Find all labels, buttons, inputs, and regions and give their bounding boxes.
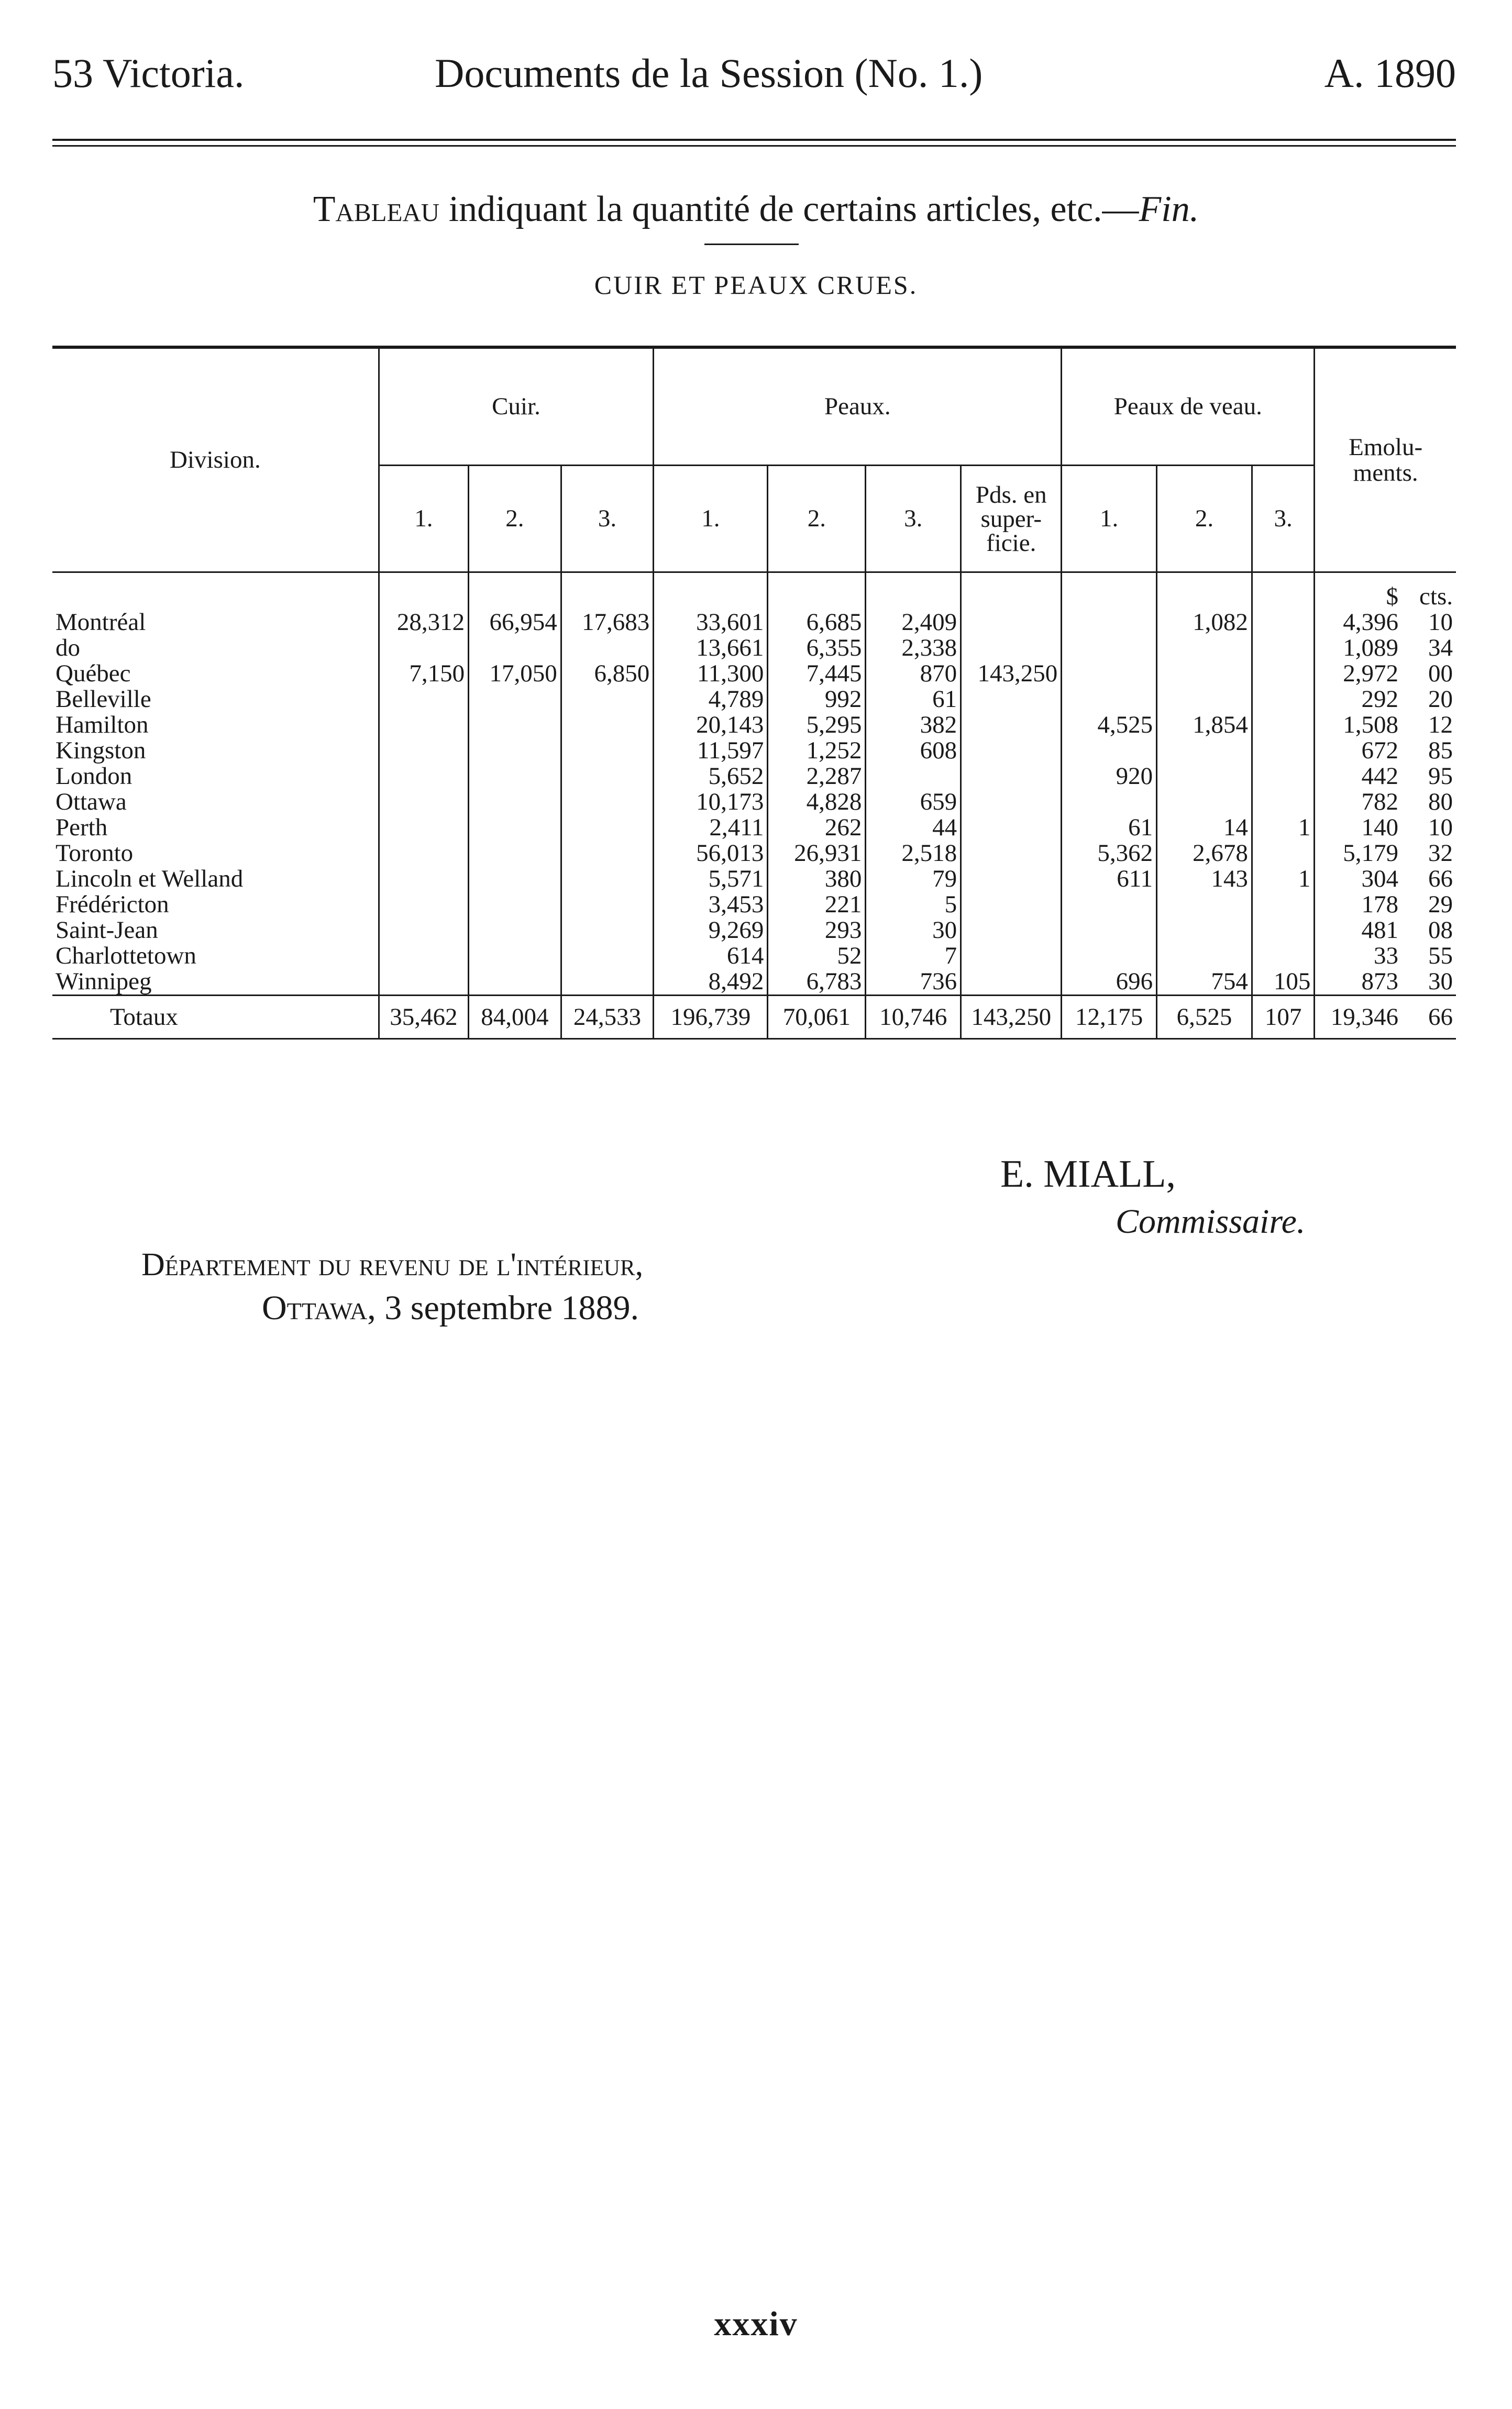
cell-dollars: 4,396 xyxy=(1315,610,1401,635)
cell-v1 xyxy=(1062,635,1157,661)
cell-v3: 1 xyxy=(1252,866,1314,892)
cell-p1: 5,652 xyxy=(654,764,768,789)
cell-c3: 17,683 xyxy=(561,610,654,635)
cell-c3: 24,533 xyxy=(561,996,654,1039)
cell-v1 xyxy=(1062,610,1157,635)
cell-pds: 143,250 xyxy=(961,661,1062,687)
division-name: Winnipeg xyxy=(56,969,152,995)
cell-p3: 608 xyxy=(866,738,961,764)
cell-dollars: 5,179 xyxy=(1315,841,1401,866)
cell-dollars: 2,972 xyxy=(1315,661,1401,687)
cell-v2 xyxy=(1157,918,1252,943)
header-rule-top xyxy=(52,139,1456,141)
cell-v1 xyxy=(1062,789,1157,815)
cell-p2: 293 xyxy=(768,918,866,943)
cell-dollars: 442 xyxy=(1315,764,1401,789)
unit-dollars: $ xyxy=(1315,572,1401,610)
cell-dollars: 782 xyxy=(1315,789,1401,815)
cell-dollars: 304 xyxy=(1315,866,1401,892)
cell-p1: 10,173 xyxy=(654,789,768,815)
cell-p3: 2,409 xyxy=(866,610,961,635)
cell-p3: 2,518 xyxy=(866,841,961,866)
division-name: Lincoln et Welland xyxy=(56,866,244,892)
unit-cents: cts. xyxy=(1419,583,1453,610)
cell-v2: 754 xyxy=(1157,969,1252,996)
cell-c1 xyxy=(379,969,468,996)
division-name: Montréal xyxy=(56,610,146,635)
cell-p3: 736 xyxy=(866,969,961,996)
division-name: Kingston xyxy=(56,738,146,764)
cell-v2 xyxy=(1157,661,1252,687)
cell-p2: 6,783 xyxy=(768,969,866,996)
cell-c1 xyxy=(379,764,468,789)
subcol-pds-superficie: Pds. en super-ficie. xyxy=(961,466,1062,572)
cell-v2: 1,854 xyxy=(1157,712,1252,738)
cell-p1: 196,739 xyxy=(654,996,768,1039)
cell-p2: 6,685 xyxy=(768,610,866,635)
signature-name: E. MIALL, xyxy=(1000,1153,1176,1196)
cell-p1: 3,453 xyxy=(654,892,768,918)
cell-cents: 30 xyxy=(1428,969,1453,995)
cell-p3: 2,338 xyxy=(866,635,961,661)
subcol-peaux-2: 2. xyxy=(768,466,866,572)
cell-c2: 17,050 xyxy=(469,661,561,687)
cell-pds xyxy=(961,918,1062,943)
division-name: Belleville xyxy=(56,687,151,712)
cell-v1: 12,175 xyxy=(1062,996,1157,1039)
cell-v3 xyxy=(1252,712,1314,738)
table-header-groups xyxy=(52,347,1456,466)
cell-c1 xyxy=(379,866,468,892)
division-name: do xyxy=(56,635,80,661)
cell-c3 xyxy=(561,943,654,969)
cell-v3 xyxy=(1252,918,1314,943)
cell-c2 xyxy=(469,789,561,815)
cell-pds xyxy=(961,610,1062,635)
cell-c3 xyxy=(561,764,654,789)
cell-c2 xyxy=(469,635,561,661)
cell-v1 xyxy=(1062,687,1157,712)
cell-p1: 56,013 xyxy=(654,841,768,866)
table-row xyxy=(52,635,1456,661)
cell-cents: 10 xyxy=(1428,815,1453,841)
cell-v3: 105 xyxy=(1252,969,1314,996)
cell-c2 xyxy=(469,892,561,918)
cell-p2: 4,828 xyxy=(768,789,866,815)
division-name: Hamilton xyxy=(56,712,149,738)
cell-v3 xyxy=(1252,687,1314,712)
cell-pds: 143,250 xyxy=(961,996,1062,1039)
cell-p2: 1,252 xyxy=(768,738,866,764)
data-table xyxy=(52,346,1456,1040)
table-title-lead: Tableau xyxy=(313,189,440,229)
running-header xyxy=(52,50,1456,107)
cell-p1: 9,269 xyxy=(654,918,768,943)
totals-row xyxy=(52,996,1456,1039)
cell-v2: 14 xyxy=(1157,815,1252,841)
cell-p2: 2,287 xyxy=(768,764,866,789)
cell-c2 xyxy=(469,918,561,943)
cell-pds xyxy=(961,815,1062,841)
cell-v1 xyxy=(1062,892,1157,918)
header-year: A. 1890 xyxy=(1324,50,1456,96)
cell-v2: 143 xyxy=(1157,866,1252,892)
table-title xyxy=(0,189,1512,230)
cell-c1 xyxy=(379,789,468,815)
cell-dollars: 178 xyxy=(1315,892,1401,918)
cell-v2 xyxy=(1157,687,1252,712)
cell-cents: 66 xyxy=(1401,996,1456,1039)
cell-cents: 32 xyxy=(1428,841,1453,866)
cell-pds xyxy=(961,841,1062,866)
division-header: Division. xyxy=(52,347,379,572)
cell-v3 xyxy=(1252,661,1314,687)
cell-v3: 107 xyxy=(1252,996,1314,1039)
cell-v2: 6,525 xyxy=(1157,996,1252,1039)
cell-v1: 61 xyxy=(1062,815,1157,841)
cell-p1: 20,143 xyxy=(654,712,768,738)
cell-p3: 382 xyxy=(866,712,961,738)
page-number: xxxiv xyxy=(714,2305,798,2343)
cell-p1: 614 xyxy=(654,943,768,969)
table-row xyxy=(52,943,1456,969)
cell-cents: 20 xyxy=(1428,687,1453,712)
cell-v1 xyxy=(1062,661,1157,687)
subcol-peaux-1: 1. xyxy=(654,466,768,572)
cell-v2 xyxy=(1157,789,1252,815)
cell-cents: 00 xyxy=(1428,661,1453,687)
cell-v1 xyxy=(1062,943,1157,969)
subcol-peaux-3: 3. xyxy=(866,466,961,572)
header-documents: Documents de la Session (No. 1.) xyxy=(435,50,983,96)
cell-p3: 870 xyxy=(866,661,961,687)
cell-p1: 33,601 xyxy=(654,610,768,635)
cell-v1 xyxy=(1062,738,1157,764)
cell-pds xyxy=(961,764,1062,789)
cell-cents: 08 xyxy=(1428,918,1453,943)
cell-p2: 26,931 xyxy=(768,841,866,866)
cell-v1: 611 xyxy=(1062,866,1157,892)
cell-c2 xyxy=(469,738,561,764)
table-subtitle: CUIR ET PEAUX CRUES. xyxy=(594,270,918,300)
table-title-fin: Fin. xyxy=(1139,189,1199,229)
division-name: Perth xyxy=(56,815,108,841)
cell-c1 xyxy=(379,712,468,738)
cell-v2: 2,678 xyxy=(1157,841,1252,866)
cell-v3 xyxy=(1252,635,1314,661)
cell-dollars: 19,346 xyxy=(1315,996,1401,1039)
cell-pds xyxy=(961,866,1062,892)
cell-pds xyxy=(961,892,1062,918)
subcol-veau-2: 2. xyxy=(1157,466,1252,572)
place-city: Ottawa xyxy=(262,1289,368,1327)
cell-c1 xyxy=(379,635,468,661)
cell-v3 xyxy=(1252,738,1314,764)
cell-c3 xyxy=(561,918,654,943)
cell-p3: 10,746 xyxy=(866,996,961,1039)
cell-c3 xyxy=(561,815,654,841)
group-peaux: Peaux. xyxy=(654,347,1062,466)
cell-v2 xyxy=(1157,892,1252,918)
division-name: Charlottetown xyxy=(56,943,196,969)
cell-c2 xyxy=(469,764,561,789)
cell-p3: 44 xyxy=(866,815,961,841)
cell-v3 xyxy=(1252,943,1314,969)
cell-v2 xyxy=(1157,764,1252,789)
cell-cents: 55 xyxy=(1428,943,1453,969)
cell-pds xyxy=(961,943,1062,969)
cell-v3: 1 xyxy=(1252,815,1314,841)
cell-pds xyxy=(961,789,1062,815)
division-name: Ottawa xyxy=(56,789,127,815)
place-date: , 3 septembre 1889. xyxy=(367,1289,639,1327)
table-row xyxy=(52,764,1456,789)
cell-p3 xyxy=(866,764,961,789)
cell-cents: 29 xyxy=(1428,892,1453,918)
cell-c3 xyxy=(561,841,654,866)
place-date-line xyxy=(262,1288,639,1328)
cell-pds xyxy=(961,738,1062,764)
cell-c2: 84,004 xyxy=(469,996,561,1039)
subcol-veau-3: 3. xyxy=(1252,466,1314,572)
cell-p1: 2,411 xyxy=(654,815,768,841)
cell-v3 xyxy=(1252,789,1314,815)
cell-c2 xyxy=(469,969,561,996)
cell-v1: 5,362 xyxy=(1062,841,1157,866)
cell-c3 xyxy=(561,687,654,712)
cell-p2: 380 xyxy=(768,866,866,892)
table-row xyxy=(52,610,1456,635)
cell-c1 xyxy=(379,815,468,841)
cell-v2 xyxy=(1157,943,1252,969)
cell-v3 xyxy=(1252,610,1314,635)
cell-v1 xyxy=(1062,918,1157,943)
cell-p2: 262 xyxy=(768,815,866,841)
cell-v2 xyxy=(1157,635,1252,661)
cell-cents: 34 xyxy=(1428,635,1453,661)
division-name: Frédéricton xyxy=(56,892,169,918)
group-cuir: Cuir. xyxy=(379,347,654,466)
subcol-veau-1: 1. xyxy=(1062,466,1157,572)
division-name: Saint-Jean xyxy=(56,918,158,943)
cell-c2: 66,954 xyxy=(469,610,561,635)
cell-cents: 95 xyxy=(1428,764,1453,789)
cell-p3: 5 xyxy=(866,892,961,918)
cell-cents: 10 xyxy=(1428,610,1453,635)
cell-c3 xyxy=(561,789,654,815)
cell-cents: 80 xyxy=(1428,789,1453,815)
table-row xyxy=(52,892,1456,918)
table-row xyxy=(52,738,1456,764)
cell-c2 xyxy=(469,841,561,866)
cell-v1: 4,525 xyxy=(1062,712,1157,738)
cell-pds xyxy=(961,969,1062,996)
cell-v2: 1,082 xyxy=(1157,610,1252,635)
cell-p1: 5,571 xyxy=(654,866,768,892)
table-row xyxy=(52,969,1456,996)
cell-v1: 696 xyxy=(1062,969,1157,996)
table-row xyxy=(52,841,1456,866)
header-rule-bottom xyxy=(52,145,1456,147)
table-row xyxy=(52,712,1456,738)
cell-c1 xyxy=(379,687,468,712)
cell-c3: 6,850 xyxy=(561,661,654,687)
cell-c2 xyxy=(469,943,561,969)
cell-c1 xyxy=(379,943,468,969)
cell-v1: 920 xyxy=(1062,764,1157,789)
cell-v3 xyxy=(1252,841,1314,866)
cell-dollars: 1,089 xyxy=(1315,635,1401,661)
totals-label: Totaux xyxy=(52,996,379,1039)
subcol-cuir-2: 2. xyxy=(469,466,561,572)
cell-dollars: 292 xyxy=(1315,687,1401,712)
cell-c3 xyxy=(561,635,654,661)
cell-c3 xyxy=(561,866,654,892)
department-line: Département du revenu de l'intérieur, xyxy=(141,1247,644,1283)
cell-v3 xyxy=(1252,892,1314,918)
cell-c3 xyxy=(561,738,654,764)
cell-c3 xyxy=(561,969,654,996)
cell-p1: 8,492 xyxy=(654,969,768,996)
table-row xyxy=(52,918,1456,943)
table-title-text: indiquant la quantité de certains articles, etc.— xyxy=(439,189,1139,229)
cell-c1: 7,150 xyxy=(379,661,468,687)
group-emoluments: Emolu-ments. xyxy=(1315,347,1456,572)
division-name: Québec xyxy=(56,661,131,687)
cell-dollars: 33 xyxy=(1315,943,1401,969)
cell-c2 xyxy=(469,712,561,738)
cell-p1: 11,300 xyxy=(654,661,768,687)
division-name: London xyxy=(56,764,133,789)
cell-pds xyxy=(961,687,1062,712)
cell-p3: 30 xyxy=(866,918,961,943)
cell-p1: 4,789 xyxy=(654,687,768,712)
table-row xyxy=(52,687,1456,712)
cell-c1 xyxy=(379,918,468,943)
cell-pds xyxy=(961,635,1062,661)
cell-c1: 28,312 xyxy=(379,610,468,635)
cell-c1: 35,462 xyxy=(379,996,468,1039)
cell-p3: 79 xyxy=(866,866,961,892)
cell-pds xyxy=(961,712,1062,738)
units-row xyxy=(52,572,1456,610)
division-name: Toronto xyxy=(56,841,134,866)
cell-p3: 659 xyxy=(866,789,961,815)
signature-title: Commissaire. xyxy=(1116,1202,1306,1241)
subcol-cuir-1: 1. xyxy=(379,466,468,572)
cell-p2: 7,445 xyxy=(768,661,866,687)
cell-c1 xyxy=(379,738,468,764)
cell-c1 xyxy=(379,892,468,918)
cell-p3: 7 xyxy=(866,943,961,969)
cell-p3: 61 xyxy=(866,687,961,712)
cell-dollars: 1,508 xyxy=(1315,712,1401,738)
cell-p1: 13,661 xyxy=(654,635,768,661)
cell-p2: 52 xyxy=(768,943,866,969)
header-volume: 53 Victoria. xyxy=(52,50,245,96)
table-row xyxy=(52,661,1456,687)
cell-v2 xyxy=(1157,738,1252,764)
cell-cents: 12 xyxy=(1428,712,1453,738)
cell-cents: 85 xyxy=(1428,738,1453,764)
cell-p2: 70,061 xyxy=(768,996,866,1039)
cell-p2: 5,295 xyxy=(768,712,866,738)
cell-cents: 66 xyxy=(1428,866,1453,892)
title-short-rule xyxy=(704,244,799,245)
cell-dollars: 873 xyxy=(1315,969,1401,996)
cell-p2: 992 xyxy=(768,687,866,712)
table-row xyxy=(52,866,1456,892)
group-peaux-veau: Peaux de veau. xyxy=(1062,347,1315,466)
cell-p2: 221 xyxy=(768,892,866,918)
cell-p2: 6,355 xyxy=(768,635,866,661)
cell-c2 xyxy=(469,866,561,892)
subcol-cuir-3: 3. xyxy=(561,466,654,572)
cell-dollars: 140 xyxy=(1315,815,1401,841)
cell-c2 xyxy=(469,815,561,841)
cell-c3 xyxy=(561,712,654,738)
cell-dollars: 672 xyxy=(1315,738,1401,764)
cell-c2 xyxy=(469,687,561,712)
cell-dollars: 481 xyxy=(1315,918,1401,943)
cell-c1 xyxy=(379,841,468,866)
cell-p1: 11,597 xyxy=(654,738,768,764)
cell-c3 xyxy=(561,892,654,918)
table-row xyxy=(52,815,1456,841)
cell-v3 xyxy=(1252,764,1314,789)
table-row xyxy=(52,789,1456,815)
